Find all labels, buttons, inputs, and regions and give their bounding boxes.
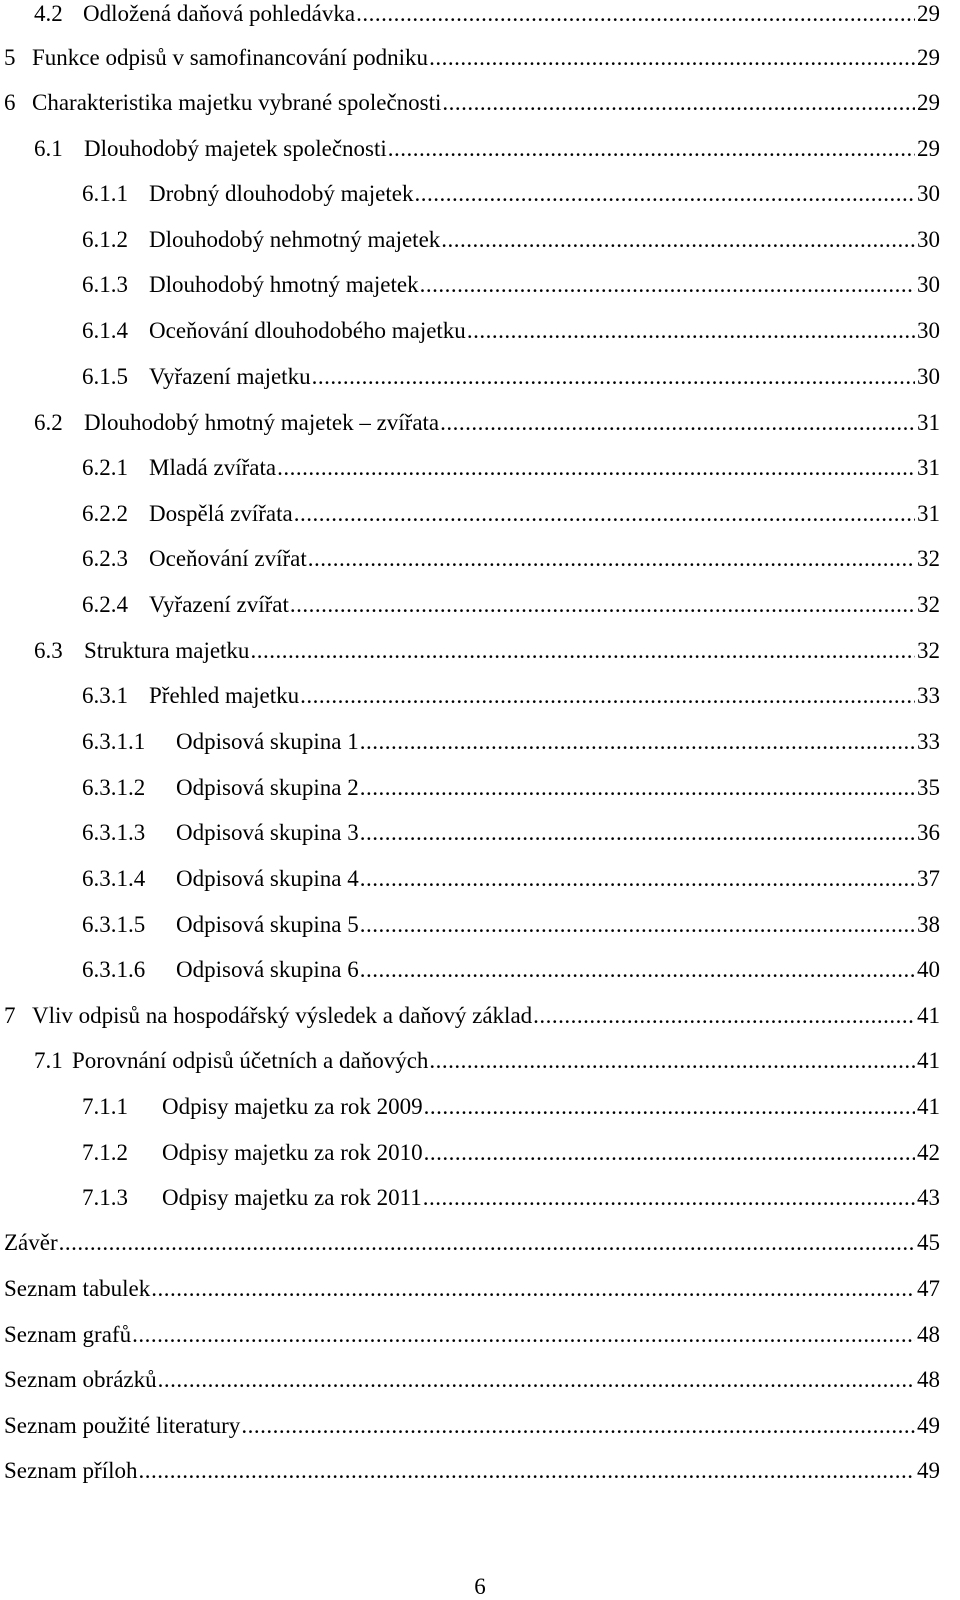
toc-entry-title: Oceňování zvířat: [149, 546, 307, 571]
toc-entry-page: 37: [917, 866, 940, 891]
toc-entry-title: Porovnání odpisů účetních a daňových: [72, 1048, 429, 1073]
toc-entry-page: 48: [917, 1367, 940, 1392]
toc-dot-leader: [467, 311, 915, 351]
toc-entry-number: 6.1.3: [82, 272, 128, 297]
toc-entry-title: Odpisová skupina 5: [176, 912, 359, 937]
toc-entry-title: Přehled majetku: [149, 683, 300, 708]
toc-entry-page: 43: [917, 1185, 940, 1210]
toc-dot-leader: [294, 494, 915, 534]
toc-entry-number: 7.1: [34, 1048, 63, 1073]
toc-entry-title: Odpisy majetku za rok 2011: [162, 1185, 422, 1210]
toc-dot-leader: [360, 950, 915, 990]
toc-entry-page: 31: [917, 501, 940, 526]
toc-dot-leader: [241, 1406, 915, 1446]
toc-entry-title: Oceňování dlouhodobého majetku: [149, 318, 466, 343]
toc-entry-number: 6.1.2: [82, 227, 128, 252]
toc-entry[interactable]: [34, 1041, 940, 1081]
toc-entry-title: Mladá zvířata: [149, 455, 277, 480]
toc-entry-page: 33: [917, 683, 940, 708]
toc-entry-number: 6.2.3: [82, 546, 128, 571]
toc-dot-leader: [290, 585, 915, 625]
toc-entry-page: 31: [917, 410, 940, 435]
toc-entry-number: 6.3.1.5: [82, 912, 146, 937]
toc-entry-number: 6.1.5: [82, 364, 128, 389]
toc-entry-title: Dlouhodobý hmotný majetek: [149, 272, 419, 297]
toc-entry[interactable]: [82, 539, 940, 579]
toc-entry-title: Odpisová skupina 3: [176, 820, 359, 845]
toc-entry-page: 30: [917, 364, 940, 389]
toc-entry-page: 45: [917, 1230, 940, 1255]
toc-dot-leader: [442, 83, 915, 123]
toc-entry[interactable]: [82, 448, 940, 488]
toc-entry-title: Odpisová skupina 6: [176, 957, 359, 982]
toc-entry-title: Odpisová skupina 4: [176, 866, 359, 891]
toc-dot-leader: [360, 813, 915, 853]
toc-dot-leader: [139, 1451, 916, 1491]
toc-entry-title: Dospělá zvířata: [149, 501, 293, 526]
toc-entry-number: 6.3.1.2: [82, 775, 146, 800]
toc-entry-title: Odpisy majetku za rok 2010: [162, 1140, 423, 1165]
toc-entry-title: Odložená daňová pohledávka: [83, 1, 356, 26]
toc-entry-title: Seznam tabulek: [4, 1276, 151, 1301]
toc-entry-page: 31: [917, 455, 940, 480]
toc-entry-page: 40: [917, 957, 940, 982]
toc-entry[interactable]: [82, 905, 940, 945]
toc-dot-leader: [356, 0, 915, 34]
toc-entry-number: 4.2: [34, 1, 63, 26]
toc-dot-leader: [151, 1269, 915, 1309]
toc-dot-leader: [360, 722, 915, 762]
toc-entry-title: Vyřazení zvířat: [149, 592, 289, 617]
toc-dot-leader: [420, 265, 915, 305]
toc-entry-title: Odpisová skupina 2: [176, 775, 359, 800]
toc-entry-page: 29: [917, 45, 940, 70]
toc-entry-title: Seznam příloh: [4, 1458, 138, 1483]
toc-entry[interactable]: [82, 311, 940, 351]
toc-entry-number: 6.2: [34, 410, 63, 435]
toc-entry[interactable]: [34, 403, 940, 443]
toc-entry[interactable]: [82, 813, 940, 853]
toc-dot-leader: [300, 676, 915, 716]
toc-entry[interactable]: [82, 265, 940, 305]
toc-dot-leader: [414, 174, 915, 214]
toc-entry-title: Odpisová skupina 1: [176, 729, 359, 754]
toc-entry-number: 6.3: [34, 638, 63, 663]
toc-entry-title: Dlouhodobý majetek společnosti: [84, 136, 387, 161]
toc-dot-leader: [360, 768, 915, 808]
toc-entry-number: 6.3.1.6: [82, 957, 146, 982]
toc-entry[interactable]: [82, 950, 940, 990]
toc-entry[interactable]: [82, 585, 940, 625]
toc-entry-page: 47: [917, 1276, 940, 1301]
toc-entry[interactable]: [82, 174, 940, 214]
toc-dot-leader: [423, 1178, 915, 1218]
toc-entry-number: 6.3.1: [82, 683, 128, 708]
toc-entry-number: 6.2.2: [82, 501, 128, 526]
toc-entry-page: 29: [917, 1, 940, 26]
toc-entry-page: 49: [917, 1458, 940, 1483]
toc-entry-page: 48: [917, 1322, 940, 1347]
toc-entry-page: 32: [917, 592, 940, 617]
toc-entry-title: Charakteristika majetku vybrané společnosti: [32, 90, 442, 115]
toc-entry[interactable]: [4, 83, 940, 123]
toc-entry-title: Dlouhodobý hmotný majetek – zvířata: [84, 410, 440, 435]
toc-entry[interactable]: [4, 1360, 940, 1400]
toc-dot-leader: [158, 1360, 915, 1400]
toc-entry[interactable]: [34, 0, 940, 34]
toc-entry-page: 30: [917, 272, 940, 297]
toc-entry-number: 6.2.1: [82, 455, 128, 480]
toc-entry-page: 41: [917, 1094, 940, 1119]
toc-dot-leader: [388, 129, 915, 169]
toc-entry-title: Závěr: [4, 1230, 58, 1255]
toc-dot-leader: [429, 38, 915, 78]
toc-entry-title: Funkce odpisů v samofinancování podniku: [32, 45, 429, 70]
toc-entry-number: 6.3.1.3: [82, 820, 146, 845]
toc-dot-leader: [360, 859, 915, 899]
toc-entry-page: 35: [917, 775, 940, 800]
toc-entry-title: Vliv odpisů na hospodářský výsledek a daňový základ: [32, 1003, 533, 1028]
toc-entry-page: 36: [917, 820, 940, 845]
toc-entry[interactable]: [82, 220, 940, 260]
toc-entry[interactable]: [34, 631, 940, 671]
toc-entry[interactable]: [4, 1315, 940, 1355]
toc-entry-title: Seznam grafů: [4, 1322, 132, 1347]
toc-entry[interactable]: [4, 38, 940, 78]
toc-entry-title: Vyřazení majetku: [149, 364, 311, 389]
toc-entry-number: 7: [4, 1003, 16, 1028]
toc-entry[interactable]: [82, 722, 940, 762]
toc-dot-leader: [360, 905, 915, 945]
toc-entry[interactable]: [4, 996, 940, 1036]
toc-entry[interactable]: [4, 1451, 940, 1491]
toc-entry-number: 6.1.4: [82, 318, 128, 343]
toc-entry-number: 5: [4, 45, 16, 70]
toc-entry-page: 49: [917, 1413, 940, 1438]
toc-entry-page: 32: [917, 546, 940, 571]
toc-entry-page: 38: [917, 912, 940, 937]
toc-entry[interactable]: [34, 129, 940, 169]
toc-entry-title: Seznam použité literatury: [4, 1413, 241, 1438]
toc-entry-number: 6.1.1: [82, 181, 128, 206]
toc-entry-page: 41: [917, 1048, 940, 1073]
toc-entry[interactable]: [82, 1178, 940, 1218]
toc-entry-page: 33: [917, 729, 940, 754]
toc-entry-number: 6.3.1.4: [82, 866, 146, 891]
toc-entry-number: 7.1.2: [82, 1140, 128, 1165]
toc-entry-title: Drobný dlouhodobý majetek: [149, 181, 414, 206]
toc-entry-title: Odpisy majetku za rok 2009: [162, 1094, 423, 1119]
toc-dot-leader: [277, 448, 915, 488]
page-number: 6: [474, 1574, 486, 1599]
toc-entry[interactable]: [82, 1133, 940, 1173]
toc-entry[interactable]: [82, 768, 940, 808]
toc-entry[interactable]: [4, 1223, 940, 1263]
toc-dot-leader: [312, 357, 915, 397]
toc-entry[interactable]: [4, 1269, 940, 1309]
toc-entry-number: 6.2.4: [82, 592, 128, 617]
toc-dot-leader: [308, 539, 915, 579]
toc-entry-number: 6.1: [34, 136, 63, 161]
toc-entry-title: Seznam obrázků: [4, 1367, 157, 1392]
toc-entry-number: 7.1.1: [82, 1094, 128, 1119]
toc-entry[interactable]: [82, 494, 940, 534]
toc-entry-page: 41: [917, 1003, 940, 1028]
toc-entry-number: 7.1.3: [82, 1185, 128, 1210]
toc-entry-title: Dlouhodobý nehmotný majetek: [149, 227, 441, 252]
toc-entry-page: 42: [917, 1140, 940, 1165]
toc-entry[interactable]: [82, 676, 940, 716]
toc-entry-number: 6.3.1.1: [82, 729, 146, 754]
toc-dot-leader: [250, 631, 915, 671]
toc-dot-leader: [424, 1087, 915, 1127]
toc-entry-page: 32: [917, 638, 940, 663]
toc-dot-leader: [533, 996, 915, 1036]
toc-dot-leader: [440, 403, 915, 443]
toc-entry-number: 6: [4, 90, 16, 115]
toc-dot-leader: [424, 1133, 915, 1173]
toc-entry-page: 30: [917, 318, 940, 343]
toc-entry[interactable]: [82, 859, 940, 899]
toc-entry[interactable]: [82, 1087, 940, 1127]
toc-entry-page: 29: [917, 136, 940, 161]
toc-dot-leader: [429, 1041, 915, 1081]
toc-entry-page: 29: [917, 90, 940, 115]
toc-entry-title: Struktura majetku: [84, 638, 250, 663]
toc-dot-leader: [441, 220, 915, 260]
toc-entry-page: 30: [917, 227, 940, 252]
toc-entry-page: 30: [917, 181, 940, 206]
toc-entry[interactable]: [4, 1406, 940, 1446]
toc-dot-leader: [59, 1223, 915, 1263]
toc-entry[interactable]: [82, 357, 940, 397]
toc-dot-leader: [132, 1315, 915, 1355]
